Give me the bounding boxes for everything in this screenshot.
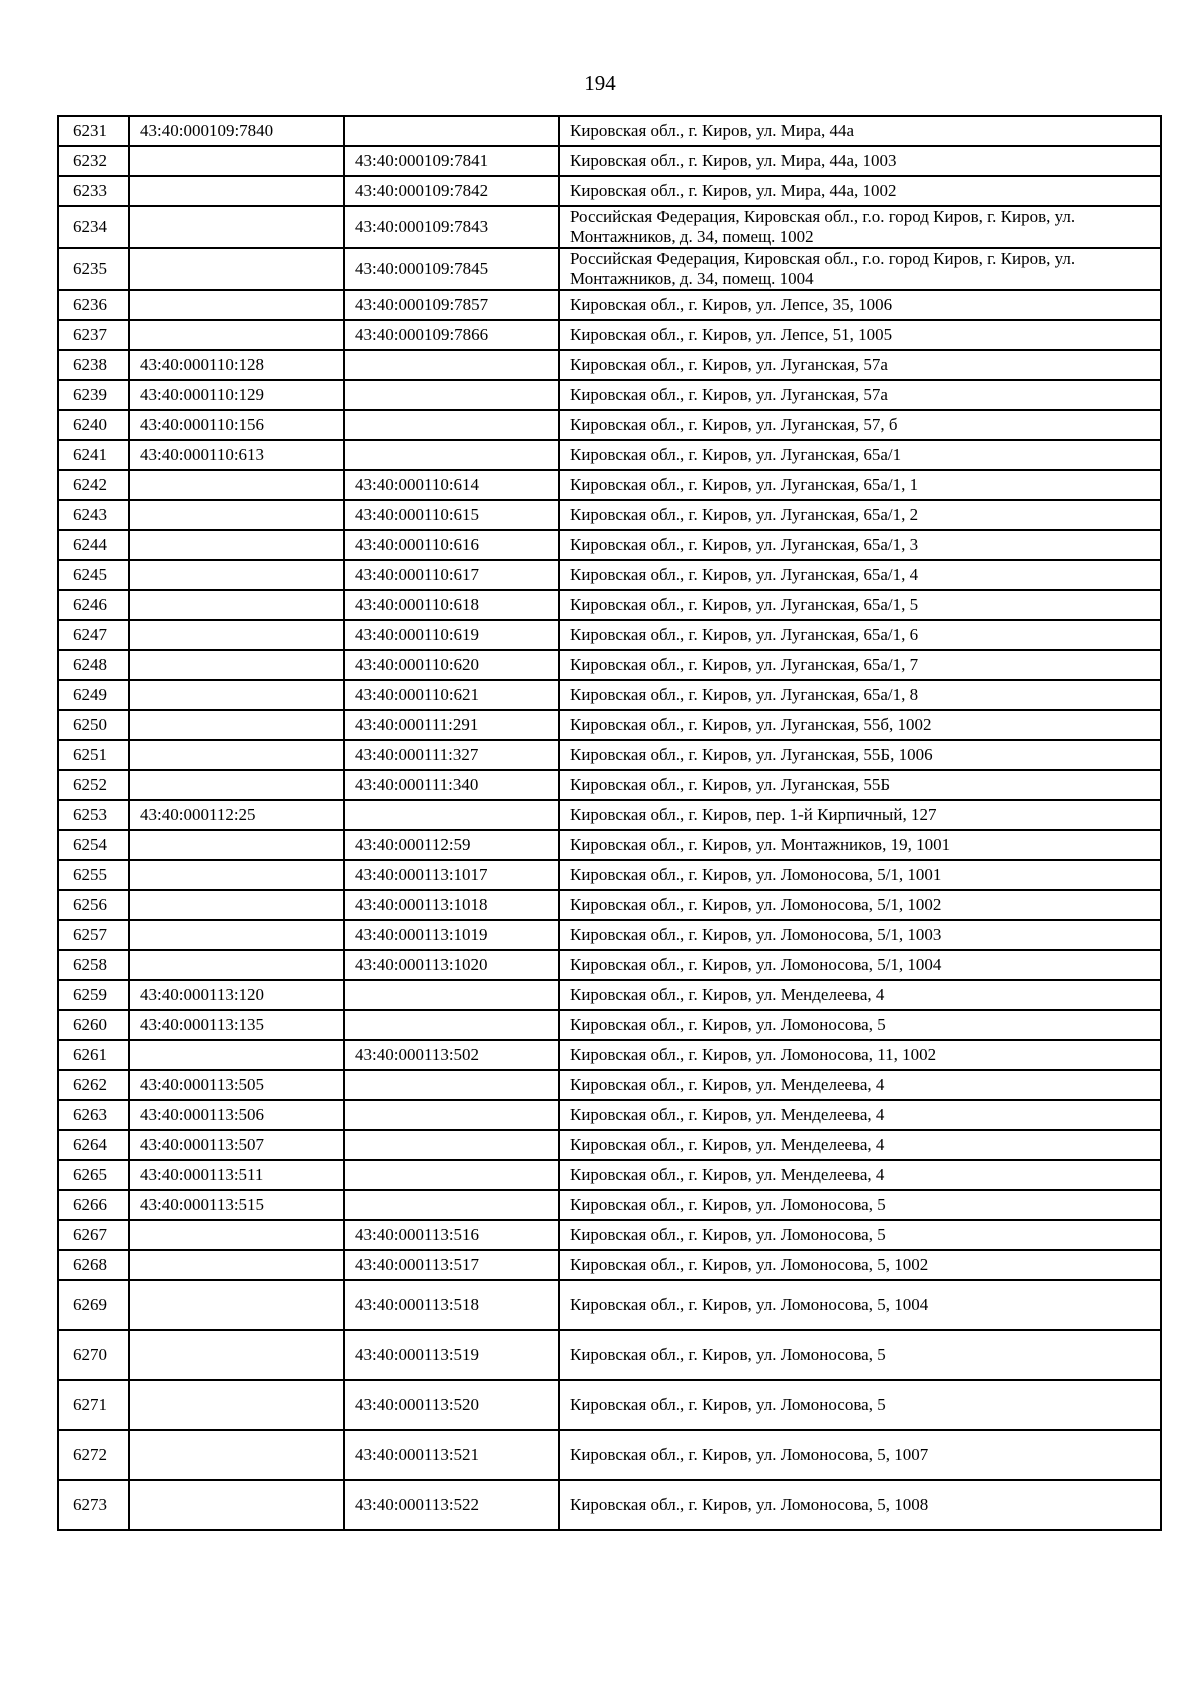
parcel-number-cell: 43:40:000112:25	[129, 800, 344, 830]
row-number-cell: 6238	[58, 350, 129, 380]
object-number-cell: 43:40:000110:621	[344, 680, 559, 710]
row-number-cell: 6269	[58, 1280, 129, 1330]
object-number-cell	[344, 1010, 559, 1040]
table-row	[58, 620, 1161, 650]
parcel-number-cell: 43:40:000113:515	[129, 1190, 344, 1220]
table-row	[58, 650, 1161, 680]
table-row	[58, 1070, 1161, 1100]
object-number-cell: 43:40:000109:7841	[344, 146, 559, 176]
object-number-cell: 43:40:000110:617	[344, 560, 559, 590]
table-row	[58, 1130, 1161, 1160]
row-number-cell: 6240	[58, 410, 129, 440]
object-number-cell: 43:40:000113:1020	[344, 950, 559, 980]
row-number-cell: 6272	[58, 1430, 129, 1480]
row-number-cell: 6247	[58, 620, 129, 650]
row-number-cell: 6241	[58, 440, 129, 470]
parcel-number-cell	[129, 830, 344, 860]
row-number-cell: 6246	[58, 590, 129, 620]
table-row	[58, 116, 1161, 146]
object-number-cell: 43:40:000111:340	[344, 770, 559, 800]
object-number-cell: 43:40:000111:291	[344, 710, 559, 740]
table-row	[58, 248, 1161, 290]
table-row	[58, 380, 1161, 410]
table-row	[58, 320, 1161, 350]
address-cell: Кировская обл., г. Киров, ул. Ломоносова, 11, 1002	[559, 1040, 1161, 1070]
address-cell: Кировская обл., г. Киров, ул. Менделеева, 4	[559, 1070, 1161, 1100]
address-cell: Кировская обл., г. Киров, ул. Луганская, 65а/1, 5	[559, 590, 1161, 620]
parcel-number-cell	[129, 470, 344, 500]
address-cell: Кировская обл., г. Киров, ул. Луганская, 65а/1, 1	[559, 470, 1161, 500]
object-number-cell: 43:40:000113:520	[344, 1380, 559, 1430]
parcel-number-cell	[129, 1040, 344, 1070]
table-row	[58, 710, 1161, 740]
row-number-cell: 6260	[58, 1010, 129, 1040]
object-number-cell	[344, 1160, 559, 1190]
table-row	[58, 1280, 1161, 1330]
address-cell: Кировская обл., г. Киров, ул. Ломоносова, 5	[559, 1330, 1161, 1380]
table-row	[58, 890, 1161, 920]
address-cell: Кировская обл., г. Киров, ул. Луганская, 65а/1, 4	[559, 560, 1161, 590]
address-cell: Кировская обл., г. Киров, ул. Луганская, 65а/1, 2	[559, 500, 1161, 530]
parcel-number-cell	[129, 950, 344, 980]
table-row	[58, 560, 1161, 590]
row-number-cell: 6271	[58, 1380, 129, 1430]
table-row	[58, 1100, 1161, 1130]
object-number-cell	[344, 116, 559, 146]
object-number-cell	[344, 440, 559, 470]
object-number-cell: 43:40:000113:1019	[344, 920, 559, 950]
address-cell: Кировская обл., г. Киров, ул. Менделеева, 4	[559, 1160, 1161, 1190]
parcel-number-cell: 43:40:000113:506	[129, 1100, 344, 1130]
table-row	[58, 176, 1161, 206]
object-number-cell: 43:40:000113:1017	[344, 860, 559, 890]
registry-table	[57, 115, 1162, 1531]
parcel-number-cell	[129, 146, 344, 176]
parcel-number-cell	[129, 176, 344, 206]
row-number-cell: 6231	[58, 116, 129, 146]
object-number-cell	[344, 1100, 559, 1130]
object-number-cell: 43:40:000113:502	[344, 1040, 559, 1070]
address-cell: Кировская обл., г. Киров, ул. Ломоносова, 5, 1008	[559, 1480, 1161, 1530]
parcel-number-cell	[129, 890, 344, 920]
parcel-number-cell	[129, 1380, 344, 1430]
row-number-cell: 6242	[58, 470, 129, 500]
parcel-number-cell	[129, 770, 344, 800]
row-number-cell: 6244	[58, 530, 129, 560]
object-number-cell	[344, 800, 559, 830]
row-number-cell: 6261	[58, 1040, 129, 1070]
object-number-cell: 43:40:000113:518	[344, 1280, 559, 1330]
address-cell: Кировская обл., г. Киров, ул. Мира, 44а	[559, 116, 1161, 146]
parcel-number-cell: 43:40:000113:135	[129, 1010, 344, 1040]
object-number-cell: 43:40:000112:59	[344, 830, 559, 860]
row-number-cell: 6266	[58, 1190, 129, 1220]
object-number-cell: 43:40:000111:327	[344, 740, 559, 770]
address-cell: Кировская обл., г. Киров, ул. Ломоносова, 5/1, 1002	[559, 890, 1161, 920]
table-row	[58, 920, 1161, 950]
parcel-number-cell	[129, 1250, 344, 1280]
table-row	[58, 1480, 1161, 1530]
object-number-cell: 43:40:000109:7845	[344, 248, 559, 290]
row-number-cell: 6245	[58, 560, 129, 590]
parcel-number-cell	[129, 290, 344, 320]
row-number-cell: 6249	[58, 680, 129, 710]
object-number-cell: 43:40:000109:7866	[344, 320, 559, 350]
parcel-number-cell	[129, 710, 344, 740]
parcel-number-cell	[129, 590, 344, 620]
table-row	[58, 350, 1161, 380]
row-number-cell: 6256	[58, 890, 129, 920]
address-cell: Кировская обл., г. Киров, ул. Ломоносова, 5	[559, 1010, 1161, 1040]
address-cell: Кировская обл., г. Киров, ул. Луганская, 55Б	[559, 770, 1161, 800]
row-number-cell: 6255	[58, 860, 129, 890]
address-cell: Кировская обл., г. Киров, ул. Ломоносова, 5, 1007	[559, 1430, 1161, 1480]
table-row	[58, 1380, 1161, 1430]
table-row	[58, 830, 1161, 860]
parcel-number-cell	[129, 620, 344, 650]
parcel-number-cell: 43:40:000113:511	[129, 1160, 344, 1190]
table-row	[58, 590, 1161, 620]
parcel-number-cell	[129, 560, 344, 590]
object-number-cell: 43:40:000113:522	[344, 1480, 559, 1530]
row-number-cell: 6270	[58, 1330, 129, 1380]
row-number-cell: 6263	[58, 1100, 129, 1130]
row-number-cell: 6259	[58, 980, 129, 1010]
table-row	[58, 1010, 1161, 1040]
table-row	[58, 470, 1161, 500]
table-row	[58, 950, 1161, 980]
row-number-cell: 6251	[58, 740, 129, 770]
row-number-cell: 6257	[58, 920, 129, 950]
object-number-cell: 43:40:000110:618	[344, 590, 559, 620]
table-row	[58, 800, 1161, 830]
table-row	[58, 980, 1161, 1010]
object-number-cell: 43:40:000109:7842	[344, 176, 559, 206]
address-cell: Кировская обл., г. Киров, ул. Менделеева, 4	[559, 1130, 1161, 1160]
object-number-cell: 43:40:000110:616	[344, 530, 559, 560]
parcel-number-cell	[129, 680, 344, 710]
parcel-number-cell: 43:40:000113:507	[129, 1130, 344, 1160]
address-cell: Кировская обл., г. Киров, ул. Луганская, 65а/1, 7	[559, 650, 1161, 680]
table-row	[58, 1220, 1161, 1250]
parcel-number-cell	[129, 1330, 344, 1380]
parcel-number-cell: 43:40:000113:505	[129, 1070, 344, 1100]
parcel-number-cell	[129, 530, 344, 560]
row-number-cell: 6268	[58, 1250, 129, 1280]
address-cell: Кировская обл., г. Киров, ул. Луганская, 65а/1, 6	[559, 620, 1161, 650]
row-number-cell: 6239	[58, 380, 129, 410]
registry-table-body	[58, 116, 1161, 1530]
object-number-cell: 43:40:000110:619	[344, 620, 559, 650]
address-cell: Кировская обл., г. Киров, пер. 1-й Кирпичный, 127	[559, 800, 1161, 830]
object-number-cell: 43:40:000110:620	[344, 650, 559, 680]
table-row	[58, 1250, 1161, 1280]
parcel-number-cell	[129, 920, 344, 950]
address-cell: Кировская обл., г. Киров, ул. Ломоносова, 5, 1004	[559, 1280, 1161, 1330]
table-row	[58, 410, 1161, 440]
row-number-cell: 6234	[58, 206, 129, 248]
row-number-cell: 6264	[58, 1130, 129, 1160]
parcel-number-cell	[129, 860, 344, 890]
address-cell: Российская Федерация, Кировская обл., г.о. город Киров, г. Киров, ул. Монтажников, д. 34, помещ. 1002	[559, 206, 1161, 248]
address-cell: Кировская обл., г. Киров, ул. Луганская, 65а/1, 3	[559, 530, 1161, 560]
table-row	[58, 440, 1161, 470]
object-number-cell: 43:40:000113:517	[344, 1250, 559, 1280]
address-cell: Кировская обл., г. Киров, ул. Луганская, 65а/1	[559, 440, 1161, 470]
parcel-number-cell: 43:40:000109:7840	[129, 116, 344, 146]
object-number-cell: 43:40:000110:614	[344, 470, 559, 500]
row-number-cell: 6253	[58, 800, 129, 830]
row-number-cell: 6237	[58, 320, 129, 350]
row-number-cell: 6236	[58, 290, 129, 320]
table-row	[58, 1330, 1161, 1380]
object-number-cell	[344, 380, 559, 410]
address-cell: Кировская обл., г. Киров, ул. Ломоносова, 5/1, 1003	[559, 920, 1161, 950]
object-number-cell	[344, 1130, 559, 1160]
address-cell: Кировская обл., г. Киров, ул. Ломоносова, 5	[559, 1380, 1161, 1430]
row-number-cell: 6248	[58, 650, 129, 680]
row-number-cell: 6232	[58, 146, 129, 176]
table-row	[58, 770, 1161, 800]
object-number-cell	[344, 980, 559, 1010]
address-cell: Кировская обл., г. Киров, ул. Лепсе, 51, 1005	[559, 320, 1161, 350]
parcel-number-cell: 43:40:000110:129	[129, 380, 344, 410]
address-cell: Кировская обл., г. Киров, ул. Луганская, 65а/1, 8	[559, 680, 1161, 710]
parcel-number-cell: 43:40:000110:613	[129, 440, 344, 470]
address-cell: Кировская обл., г. Киров, ул. Луганская, 55Б, 1006	[559, 740, 1161, 770]
object-number-cell: 43:40:000110:615	[344, 500, 559, 530]
parcel-number-cell	[129, 248, 344, 290]
row-number-cell: 6250	[58, 710, 129, 740]
object-number-cell	[344, 410, 559, 440]
table-row	[58, 1160, 1161, 1190]
row-number-cell: 6273	[58, 1480, 129, 1530]
address-cell: Кировская обл., г. Киров, ул. Ломоносова, 5, 1002	[559, 1250, 1161, 1280]
table-row	[58, 860, 1161, 890]
table-row	[58, 146, 1161, 176]
address-cell: Кировская обл., г. Киров, ул. Луганская, 57а	[559, 380, 1161, 410]
parcel-number-cell	[129, 1480, 344, 1530]
address-cell: Кировская обл., г. Киров, ул. Менделеева, 4	[559, 980, 1161, 1010]
parcel-number-cell	[129, 206, 344, 248]
row-number-cell: 6265	[58, 1160, 129, 1190]
parcel-number-cell	[129, 500, 344, 530]
row-number-cell: 6267	[58, 1220, 129, 1250]
row-number-cell: 6233	[58, 176, 129, 206]
address-cell: Кировская обл., г. Киров, ул. Мира, 44а, 1002	[559, 176, 1161, 206]
object-number-cell	[344, 1070, 559, 1100]
parcel-number-cell: 43:40:000110:128	[129, 350, 344, 380]
parcel-number-cell	[129, 1220, 344, 1250]
object-number-cell	[344, 350, 559, 380]
parcel-number-cell	[129, 1280, 344, 1330]
object-number-cell: 43:40:000109:7857	[344, 290, 559, 320]
table-row	[58, 290, 1161, 320]
table-row	[58, 530, 1161, 560]
table-row	[58, 680, 1161, 710]
object-number-cell: 43:40:000113:516	[344, 1220, 559, 1250]
table-row	[58, 500, 1161, 530]
table-row	[58, 206, 1161, 248]
table-row	[58, 740, 1161, 770]
parcel-number-cell	[129, 740, 344, 770]
parcel-number-cell: 43:40:000110:156	[129, 410, 344, 440]
address-cell: Кировская обл., г. Киров, ул. Ломоносова, 5	[559, 1220, 1161, 1250]
address-cell: Кировская обл., г. Киров, ул. Ломоносова, 5	[559, 1190, 1161, 1220]
address-cell: Кировская обл., г. Киров, ул. Ломоносова, 5/1, 1004	[559, 950, 1161, 980]
object-number-cell: 43:40:000113:1018	[344, 890, 559, 920]
address-cell: Кировская обл., г. Киров, ул. Ломоносова, 5/1, 1001	[559, 860, 1161, 890]
address-cell: Кировская обл., г. Киров, ул. Лепсе, 35, 1006	[559, 290, 1161, 320]
parcel-number-cell	[129, 1430, 344, 1480]
object-number-cell: 43:40:000113:519	[344, 1330, 559, 1380]
page-number: 194	[584, 71, 616, 95]
row-number-cell: 6252	[58, 770, 129, 800]
row-number-cell: 6258	[58, 950, 129, 980]
row-number-cell: 6262	[58, 1070, 129, 1100]
object-number-cell: 43:40:000113:521	[344, 1430, 559, 1480]
address-cell: Кировская обл., г. Киров, ул. Мира, 44а, 1003	[559, 146, 1161, 176]
parcel-number-cell: 43:40:000113:120	[129, 980, 344, 1010]
address-cell: Кировская обл., г. Киров, ул. Менделеева, 4	[559, 1100, 1161, 1130]
parcel-number-cell	[129, 650, 344, 680]
object-number-cell: 43:40:000109:7843	[344, 206, 559, 248]
address-cell: Российская Федерация, Кировская обл., г.о. город Киров, г. Киров, ул. Монтажников, д. 34, помещ. 1004	[559, 248, 1161, 290]
address-cell: Кировская обл., г. Киров, ул. Луганская, 57а	[559, 350, 1161, 380]
row-number-cell: 6254	[58, 830, 129, 860]
address-cell: Кировская обл., г. Киров, ул. Луганская, 57, б	[559, 410, 1161, 440]
table-row	[58, 1040, 1161, 1070]
row-number-cell: 6243	[58, 500, 129, 530]
address-cell: Кировская обл., г. Киров, ул. Монтажников, 19, 1001	[559, 830, 1161, 860]
table-row	[58, 1430, 1161, 1480]
object-number-cell	[344, 1190, 559, 1220]
address-cell: Кировская обл., г. Киров, ул. Луганская, 55б, 1002	[559, 710, 1161, 740]
table-row	[58, 1190, 1161, 1220]
row-number-cell: 6235	[58, 248, 129, 290]
parcel-number-cell	[129, 320, 344, 350]
